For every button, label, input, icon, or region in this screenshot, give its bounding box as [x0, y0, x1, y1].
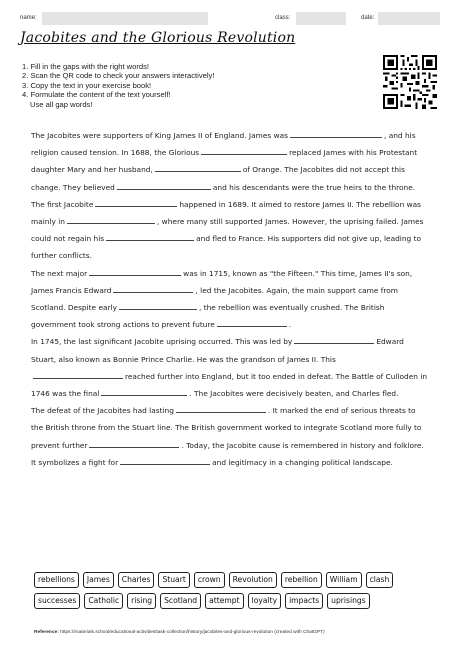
- word-chip[interactable]: Catholic: [84, 593, 123, 609]
- gap-blank[interactable]: [155, 162, 241, 172]
- gap-blank[interactable]: [95, 197, 177, 207]
- worksheet-title: Jacobites and the Glorious Revolution: [20, 30, 296, 46]
- word-chip[interactable]: Charles: [118, 572, 155, 588]
- gap-blank[interactable]: [89, 266, 181, 276]
- gap-blank[interactable]: [67, 214, 155, 224]
- gap-blank[interactable]: [290, 128, 382, 138]
- word-chip[interactable]: crown: [194, 572, 225, 588]
- word-chip[interactable]: Stuart: [158, 572, 189, 588]
- word-chip[interactable]: rebellions: [34, 572, 79, 588]
- word-chip[interactable]: Revolution: [229, 572, 277, 588]
- word-chip[interactable]: loyalty: [248, 593, 281, 609]
- name-label: name:: [20, 15, 37, 21]
- word-chip[interactable]: James: [83, 572, 114, 588]
- paragraph-3: The next major was in 1715, known as "the Fifteen." This time, James II's son, James Francis Edward , led the Jacobites. Again, the main support came from Scotland. Despite early , the rebellion was eventually crushed. The British government took strong actions to prevent future .: [31, 265, 429, 334]
- paragraph-1: The Jacobites were supporters of King James II of England. James was , and his religion caused tension. In 1688, the Glorious replaced James with his Protestant daughter Mary and her husband, of Orange. The Jacobites did not accept this change. They believed and his descendants were the true heirs to the throne.: [31, 127, 429, 196]
- gap-blank[interactable]: [101, 386, 187, 396]
- reference-link[interactable]: https://materials.school/educational-activities/task-collection/history/jacobites-and-glorious-revolution (created with ChatGPT): [60, 630, 325, 635]
- instructions-list: [22, 62, 214, 109]
- instruction-item: 4. Formulate the content of the text yourself!: [22, 90, 171, 100]
- date-label: date:: [361, 15, 375, 21]
- word-chip[interactable]: rising: [127, 593, 156, 609]
- gap-blank[interactable]: [201, 145, 287, 155]
- gap-blank[interactable]: [89, 438, 179, 448]
- gap-blank[interactable]: [217, 317, 287, 327]
- word-chip[interactable]: successes: [34, 593, 80, 609]
- word-chip[interactable]: rebellion: [281, 572, 322, 588]
- word-bank: [34, 572, 434, 614]
- paragraph-5: The defeat of the Jacobites had lasting . It marked the end of serious threats to the British throne from the Stuart line. The British government worked to integrate Scotland more fully to prevent further . Today, the Jacobite cause is remembered in history and folklore. It symbolizes a fight for and legitimacy in a changing political landscape.: [31, 402, 429, 471]
- gap-text: [31, 127, 429, 471]
- word-chip[interactable]: uprisings: [327, 593, 370, 609]
- word-chip[interactable]: Scotland: [160, 593, 201, 609]
- word-bank-row: [34, 572, 434, 588]
- qr-code-icon[interactable]: [383, 55, 437, 109]
- gap-blank[interactable]: [33, 369, 123, 379]
- word-chip[interactable]: impacts: [285, 593, 323, 609]
- header-fields: [20, 12, 440, 26]
- instruction-item: Use all gap words!: [30, 99, 93, 109]
- gap-blank[interactable]: [106, 231, 194, 241]
- name-field[interactable]: [42, 12, 208, 25]
- reference-line: [34, 630, 325, 635]
- instruction-item: 2. Scan the QR code to check your answers interactively!: [22, 71, 215, 81]
- word-chip[interactable]: William: [326, 572, 362, 588]
- gap-blank[interactable]: [117, 180, 211, 190]
- gap-blank[interactable]: [113, 283, 193, 293]
- gap-blank[interactable]: [120, 455, 210, 465]
- reference-label: Reference:: [34, 630, 59, 635]
- gap-blank[interactable]: [119, 300, 197, 310]
- class-field[interactable]: [296, 12, 346, 25]
- word-chip[interactable]: clash: [366, 572, 394, 588]
- word-chip[interactable]: attempt: [205, 593, 243, 609]
- paragraph-4: In 1745, the last significant Jacobite uprising occurred. This was led by Edward Stuart, also known as Bonnie Prince Charlie. He was the grandson of James II. Thisreached further into England, but it too ended in defeat. The Battle of Culloden in 1746 was the final . The Jacobites were decisively beaten, and Charles fled.: [31, 333, 429, 402]
- paragraph-2: The first Jacobite happened in 1689. It aimed to restore James II. The rebellion was mainly in , where many still supported James. However, the uprising failed. James could not regain his and fled to France. His supporters did not give up, leading to further conflicts.: [31, 196, 429, 265]
- class-label: class:: [275, 15, 291, 21]
- gap-blank[interactable]: [294, 334, 374, 344]
- gap-blank[interactable]: [176, 403, 266, 413]
- word-bank-row: [34, 593, 434, 609]
- date-field[interactable]: [378, 12, 440, 25]
- instruction-item: 1. Fill in the gaps with the right words!: [22, 62, 150, 71]
- instruction-item: 3. Copy the text in your exercise book!: [22, 80, 152, 90]
